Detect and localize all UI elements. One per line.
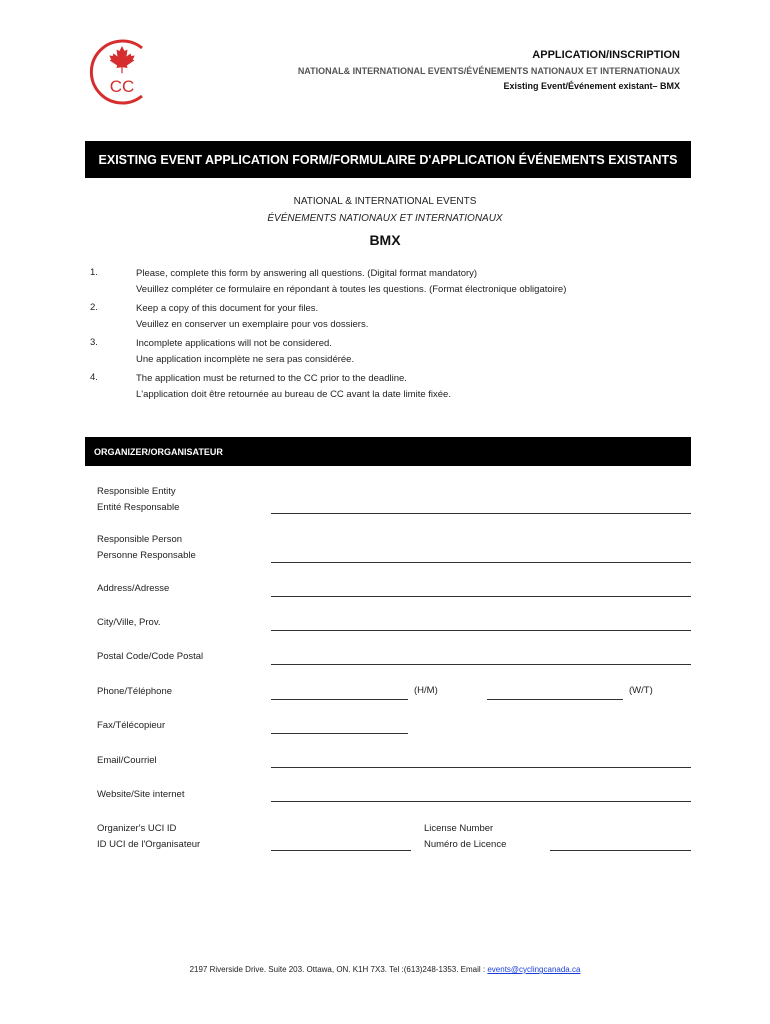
subtitle-en: NATIONAL & INTERNATIONAL EVENTS	[293, 196, 477, 207]
instruction-item	[136, 266, 566, 298]
form-title: EXISTING EVENT APPLICATION FORM/FORMULAIRE D'APPLICATION ÉVÉNEMENTS EXISTANTS	[98, 152, 678, 167]
instruction-item	[136, 371, 451, 403]
svg-text:CC: CC	[109, 77, 135, 96]
person-label: Responsible Person Personne Responsable	[97, 534, 196, 561]
fax-label: Fax/Télécopieur	[97, 720, 166, 731]
cycling-canada-logo	[88, 38, 156, 106]
address-input[interactable]	[271, 596, 691, 597]
event-type: BMX	[369, 232, 401, 248]
instruction-en: The application must be returned to the CC prior to the deadline.	[136, 373, 407, 384]
postal-input[interactable]	[271, 664, 691, 665]
organizer-section-title: ORGANIZER/ORGANISATEUR	[94, 446, 223, 457]
instruction-fr: Veuillez compléter ce formulaire en répondant à toutes les questions. (Format électronique obligatoire)	[136, 284, 567, 295]
instruction-en: Keep a copy of this document for your files.	[136, 303, 319, 314]
uci-id-label: Organizer's UCI ID ID UCI de l'Organisateur	[97, 823, 201, 850]
phone-work-input[interactable]	[487, 699, 623, 700]
maple-leaf-icon	[109, 46, 135, 73]
footer-email-link[interactable]: events@cyclingcanada.ca	[487, 965, 581, 974]
website-input[interactable]	[271, 801, 691, 802]
city-input[interactable]	[271, 630, 691, 631]
header-event: Existing Event/Événement existant– BMX	[503, 81, 680, 91]
instruction-en: Please, complete this form by answering all questions. (Digital format mandatory)	[136, 268, 478, 279]
email-input[interactable]	[271, 767, 691, 768]
fax-input[interactable]	[271, 733, 408, 734]
email-label: Email/Courriel	[97, 755, 157, 766]
instruction-item	[136, 336, 354, 368]
license-input[interactable]	[550, 850, 691, 851]
instruction-number: 4.	[90, 372, 98, 383]
phone-label: Phone/Téléphone	[97, 686, 173, 697]
uci-id-input[interactable]	[271, 850, 411, 851]
instruction-fr: Une application incomplète ne sera pas considérée.	[136, 354, 355, 365]
phone-home-suffix: (H/M)	[414, 685, 438, 696]
entity-label: Responsible Entity Entité Responsable	[97, 486, 180, 513]
instruction-fr: Veuillez en conserver un exemplaire pour vos dossiers.	[136, 319, 369, 330]
city-label: City/Ville, Prov.	[97, 617, 161, 628]
phone-home-input[interactable]	[271, 699, 408, 700]
form-title-bar	[85, 141, 691, 178]
instruction-en: Incomplete applications will not be considered.	[136, 338, 332, 349]
entity-input[interactable]	[271, 513, 691, 514]
website-label: Website/Site internet	[97, 789, 185, 800]
instruction-fr: L'application doit être retournée au bureau de CC avant la date limite fixée.	[136, 389, 451, 400]
phone-work-suffix: (W/T)	[629, 685, 653, 696]
subtitle-fr: ÉVÉNEMENTS NATIONAUX ET INTERNATIONAUX	[267, 213, 503, 224]
instruction-number: 3.	[90, 337, 98, 348]
footer-address: 2197 Riverside Drive. Suite 203. Ottawa, ON. K1H 7X3. Tel :(613)248-1353. Email :	[189, 965, 488, 974]
postal-label: Postal Code/Code Postal	[97, 651, 204, 662]
footer	[0, 965, 770, 974]
license-label: License Number Numéro de Licence	[424, 823, 507, 850]
address-label: Address/Adresse	[97, 583, 170, 594]
organizer-section-bar	[85, 437, 691, 466]
instruction-number: 2.	[90, 302, 98, 313]
header-subtitle: NATIONAL& INTERNATIONAL EVENTS/ÉVÉNEMENTS NATIONAUX ET INTERNATIONAUX	[297, 66, 680, 76]
instruction-number: 1.	[90, 267, 98, 278]
person-input[interactable]	[271, 562, 691, 563]
instruction-item	[136, 301, 368, 333]
header-title: APPLICATION/INSCRIPTION	[532, 49, 680, 61]
